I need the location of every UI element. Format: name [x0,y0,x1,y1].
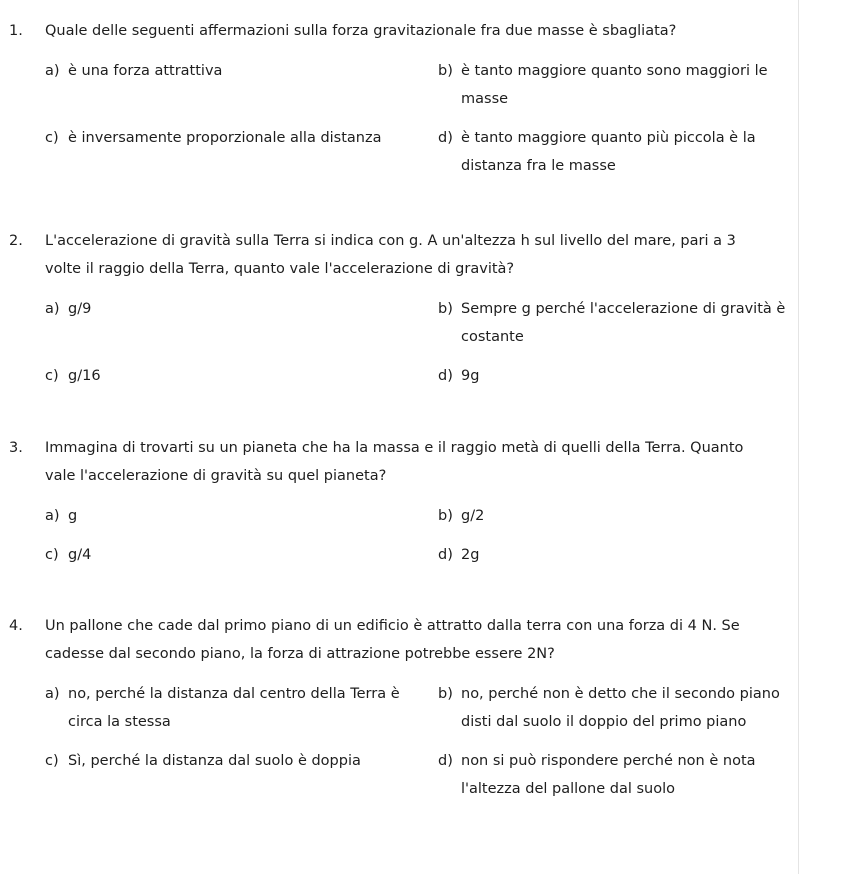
option-letter: c) [45,368,59,384]
option-text: Sempre g perché l'accelerazione di gravità è costante [461,301,786,345]
option-letter: d) [438,368,453,384]
option-text: Sì, perché la distanza dal suolo è doppia [68,753,361,769]
option-b[interactable] [438,680,808,736]
option-letter: b) [438,63,453,79]
question-stem [0,227,770,283]
option-letter: b) [438,508,453,524]
option-text: 9g [461,368,480,384]
option-c[interactable] [45,362,438,390]
option-letter: a) [45,508,60,524]
option-d[interactable] [438,747,808,803]
option-letter: b) [438,686,453,702]
question-number: 2. [9,233,23,249]
option-letter: a) [45,301,60,317]
option-b[interactable] [438,502,808,530]
option-d[interactable] [438,124,808,180]
option-text: è tanto maggiore quanto più piccola è la distanza fra le masse [461,130,756,174]
option-c[interactable] [45,747,438,803]
answer-options [45,680,790,803]
option-letter: b) [438,301,453,317]
option-text: g/4 [68,547,92,563]
option-letter: d) [438,753,453,769]
option-letter: c) [45,753,59,769]
option-d[interactable] [438,541,808,569]
option-text: 2g [461,547,480,563]
option-a[interactable] [45,295,438,351]
option-c[interactable] [45,541,438,569]
option-a[interactable] [45,57,438,113]
option-letter: c) [45,547,59,563]
answer-options [45,295,790,390]
answer-options [45,57,790,180]
option-letter: d) [438,130,453,146]
option-b[interactable] [438,57,808,113]
question-number: 4. [9,618,23,634]
option-text: non si può rispondere perché non è nota l'altezza del pallone dal suolo [461,753,756,797]
option-c[interactable] [45,124,438,180]
option-text: no, perché non è detto che il secondo piano disti dal suolo il doppio del primo piano [461,686,780,730]
question-stem [0,612,770,668]
option-text: g/16 [68,368,101,384]
question-stem [0,434,770,490]
option-b[interactable] [438,295,808,351]
question-text: Immagina di trovarti su un pianeta che ha la massa e il raggio metà di quelli della Terra. Quanto vale l'accelerazione di gravità su quel pianeta? [45,440,744,484]
option-text: è una forza attrattiva [68,63,223,79]
question-4 [0,612,790,803]
option-a[interactable] [45,680,438,736]
answer-options [45,502,790,569]
option-letter: c) [45,130,59,146]
question-text: L'accelerazione di gravità sulla Terra si indica con g. A un'altezza h sul livello del mare, pari a 3 volte il raggio della Terra, quanto vale l'accelerazione di gravità? [45,233,736,277]
option-text: è inversamente proporzionale alla distanza [68,130,382,146]
question-1 [0,17,790,180]
option-text: no, perché la distanza dal centro della Terra è circa la stessa [68,686,400,730]
option-letter: a) [45,686,60,702]
option-text: g [68,508,78,524]
option-letter: d) [438,547,453,563]
question-text: Quale delle seguenti affermazioni sulla forza gravitazionale fra due masse è sbagliata? [45,23,677,39]
question-2 [0,227,790,390]
question-number: 3. [9,440,23,456]
question-3 [0,434,790,569]
option-letter: a) [45,63,60,79]
option-text: g/9 [68,301,92,317]
question-stem [0,17,770,45]
option-d[interactable] [438,362,808,390]
option-text: g/2 [461,508,485,524]
option-text: è tanto maggiore quanto sono maggiori le masse [461,63,768,107]
question-number: 1. [9,23,23,39]
question-text: Un pallone che cade dal primo piano di un edificio è attratto dalla terra con una forza di 4 N. Se cadesse dal secondo piano, la forza di attrazione potrebbe essere 2N? [45,618,740,662]
option-a[interactable] [45,502,438,530]
